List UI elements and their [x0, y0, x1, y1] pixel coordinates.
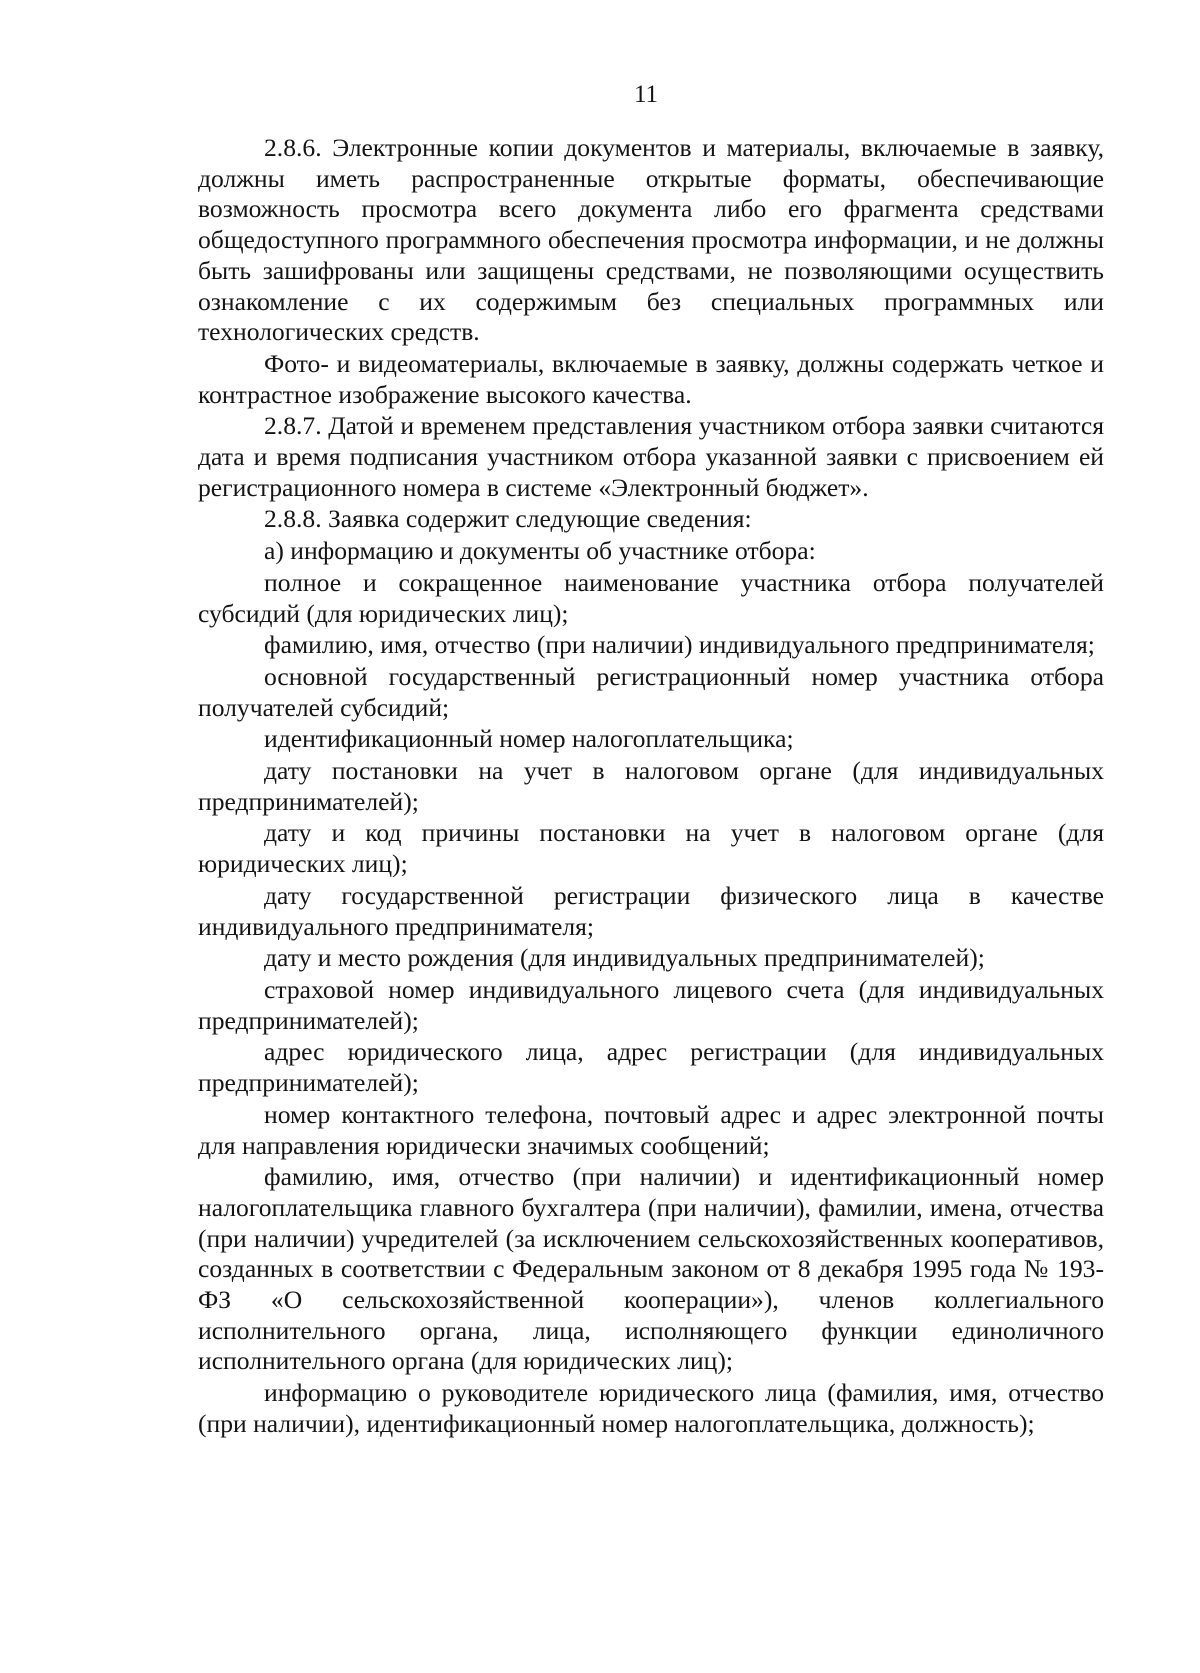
list-item-state-registration: дату государственной регистрации физического лица в качестве индивидуального предпринимателя; [198, 880, 1104, 941]
paragraph-photo-video: Фото- и видеоматериалы, включаемые в заявку, должны содержать четкое и контрастное изображение высокого качества. [198, 348, 1104, 409]
list-item-birth: дату и место рождения (для индивидуальных предпринимателей); [264, 943, 985, 973]
list-item-inn: идентификационный номер налогоплательщика; [264, 724, 794, 754]
paragraph-2-8-6: 2.8.6. Электронные копии документов и материалы, включаемые в заявку, должны иметь распространенные открытые форматы, обеспечивающие возможность просмотра всего документа либо его фрагмента средствами общедоступного программного обеспечения просмотра информации, и не должны быть зашифрованы или защищены средствами, не позволяющими осуществить ознакомление с их содержимым без специальных программных или технологических средств. [198, 133, 1104, 347]
paragraph-2-8-8: 2.8.8. Заявка содержит следующие сведения: [264, 504, 752, 534]
list-item-full-name: полное и сокращенное наименование участника отбора получателей субсидий (для юридических лиц); [198, 567, 1104, 628]
list-item-founders: фамилию, имя, отчество (при наличии) и идентификационный номер налогоплательщика главного бухгалтера (при наличии), фамилии, имена, отчества (при наличии) учредителей (за исключением сельскохозяйственных кооперативов, созданных в соответствии с Федеральным законом от 8 декабря 1995 года № 193-ФЗ «О сельскохозяйственной кооперации»), членов коллегиального исполнительного органа, лица, исполняющего функции единоличного исполнительного органа (для юридических лиц); [198, 1162, 1104, 1376]
list-item-ogrn: основной государственный регистрационный номер участника отбора получателей субсидий; [198, 661, 1104, 722]
page-number: 11 [633, 81, 659, 108]
list-item-contacts: номер контактного телефона, почтовый адрес и адрес электронной почты для направления юридически значимых сообщений; [198, 1099, 1104, 1160]
list-item-kpp: дату и код причины постановки на учет в налоговом органе (для юридических лиц); [198, 818, 1104, 879]
list-item-tax-registration-date: дату постановки на учет в налоговом органе (для индивидуальных предпринимателей); [198, 756, 1104, 816]
document-body [198, 133, 1104, 1441]
list-item-head-info: информацию о руководителе юридического лица (фамилия, имя, отчество (при наличии), идентификационный номер налогоплательщика, должность); [198, 1378, 1104, 1438]
list-item-fio-ip: фамилию, имя, отчество (при наличии) индивидуального предпринимателя; [264, 630, 1095, 660]
list-heading-a: а) информацию и документы об участнике отбора: [264, 536, 816, 566]
list-item-snils: страховой номер индивидуального лицевого счета (для индивидуальных предпринимателей); [198, 974, 1104, 1035]
paragraph-2-8-7: 2.8.7. Датой и временем представления участником отбора заявки считаются дата и время подписания участником отбора указанной заявки с присвоением ей регистрационного номера в системе «Электронный бюджет». [198, 411, 1104, 502]
list-item-address: адрес юридического лица, адрес регистрации (для индивидуальных предпринимателей); [198, 1037, 1104, 1098]
